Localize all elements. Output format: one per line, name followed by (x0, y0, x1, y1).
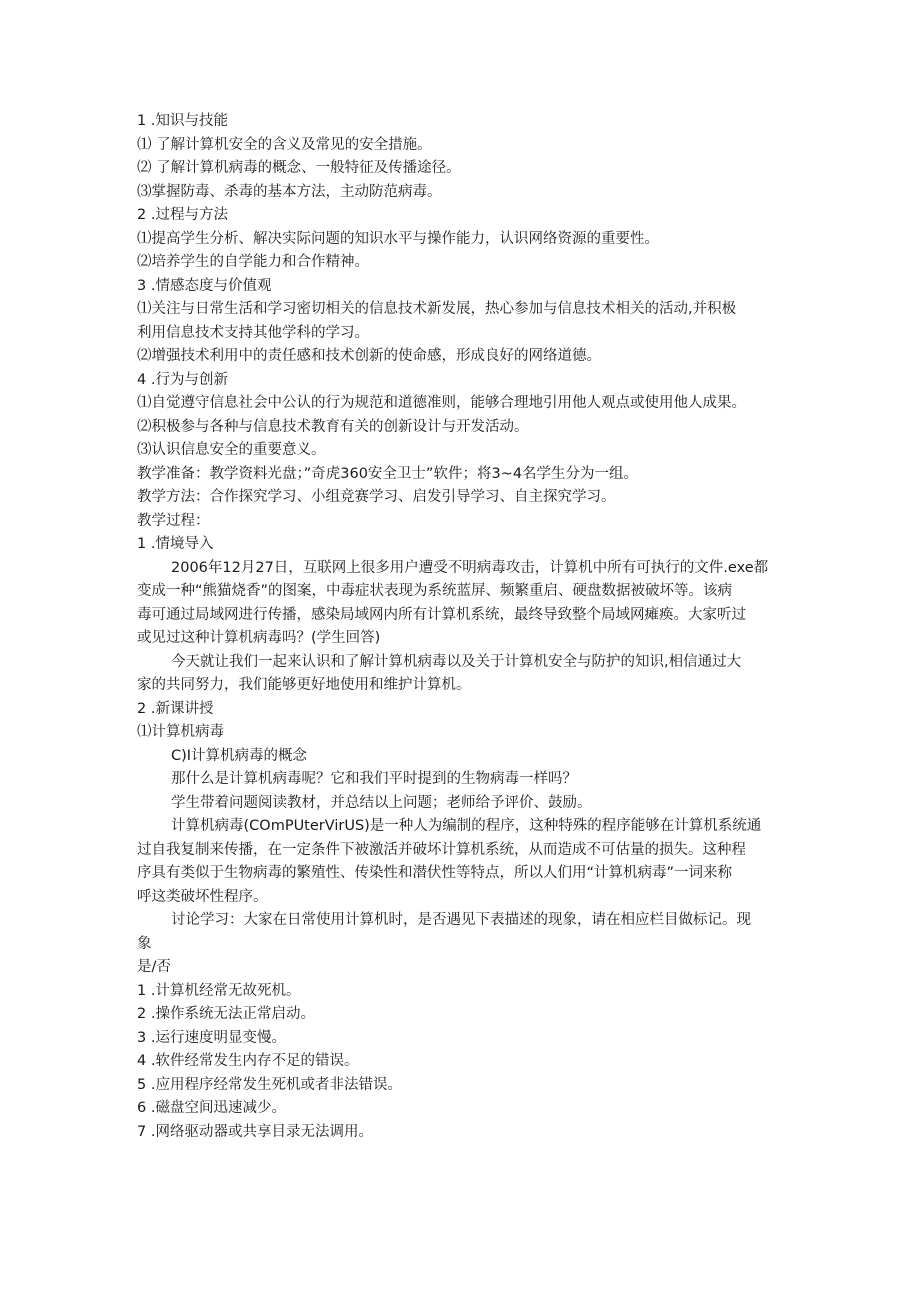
text-line: C)I计算机病毒的概念 (171, 747, 308, 764)
text-line: 4 .行为与创新 (137, 371, 228, 388)
text-line: 那什么是计算机病毒呢？它和我们平时提到的生物病毒一样吗？ (171, 771, 577, 787)
text-line: 呼这类破坏性程序。 (137, 888, 268, 905)
text-line: 讨论学习：大家在日常使用计算机时，是否遇见下表描述的现象，请在相应栏目做标记。现 (171, 912, 751, 928)
text-line: 象 (137, 935, 152, 952)
text-line: 变成一种“熊猫烧香”的图案，中毒症状表现为系统蓝屏、频繁重启、硬盘数据被破坏等。该病 (137, 583, 733, 599)
text-line: 5 .应用程序经常发生死机或者非法错误。 (137, 1076, 402, 1093)
text-line: 1 .情境导入 (137, 536, 214, 552)
text-line: ⑵增强技术利用中的责任感和技术创新的使命感，形成良好的网络道德。 (137, 348, 601, 364)
text-line: 教学方法：合作探究学习、小组竞赛学习、启发引导学习、自主探究学习。 (137, 489, 616, 505)
text-line: 2 .操作系统无法正常启动。 (137, 1006, 315, 1022)
document-page (137, 110, 787, 1144)
text-line: 3 .情感态度与价值观 (137, 277, 272, 294)
text-line: ⑴ 了解计算机安全的含义及常见的安全措施。 (137, 136, 432, 153)
text-line: 7 .网络驱动器或共享目录无法调用。 (137, 1123, 373, 1140)
text-line: ⑶认识信息安全的重要意义。 (137, 442, 326, 458)
text-line: 1 .知识与技能 (137, 113, 228, 129)
text-line: ⑵积极参与各种与信息技术教育有关的创新设计与开发活动。 (137, 418, 529, 435)
text-line: 2 .新课讲授 (137, 700, 214, 717)
text-line: ⑶掌握防毒、杀毒的基本方法，主动防范病毒。 (137, 183, 442, 200)
text-line: 过自我复制来传播，在一定条件下被激活并破坏计算机系统，从而造成不可估量的损失。这种程 (137, 841, 746, 858)
text-line: 6 .磁盘空间迅速减少。 (137, 1100, 286, 1116)
text-line: ⑴关注与日常生活和学习密切相关的信息技术新发展，热心参加与信息技术相关的活动,并积极 (137, 301, 737, 317)
text-line: 今天就让我们一起来认识和了解计算机病毒以及关于计算机安全与防护的知识,相信通过大 (171, 653, 742, 670)
text-line: 教学准备：教学资料光盘；”奇虎360安全卫士”软件；将3~4名学生分为一组。 (137, 465, 639, 482)
text-line: ⑵ 了解计算机病毒的概念、一般特征及传播途径。 (137, 160, 461, 176)
text-line: ⑵培养学生的自学能力和合作精神。 (137, 254, 369, 270)
text-line: 学生带着问题阅读教材，并总结以上问题；老师给予评价、鼓励。 (171, 794, 592, 811)
text-line: ⑴计算机病毒 (137, 724, 224, 740)
text-line: 2 .过程与方法 (137, 207, 228, 223)
text-line: ⑴提高学生分析、解决实际问题的知识水平与操作能力，认识网络资源的重要性。 (137, 230, 659, 247)
text-line: ⑴自觉遵守信息社会中公认的行为规范和道德准则，能够合理地引用他人观点或使用他人成果。 (137, 395, 746, 411)
text-line: 或见过这种计算机病毒吗？(学生回答) (137, 630, 381, 646)
text-line: 计算机病毒(COmPUterVirUS)是一种人为编制的程序，这种特殊的程序能够在计算机系统通 (171, 818, 762, 834)
text-line: 是/否 (137, 959, 171, 975)
text-line: 1 .计算机经常无故死机。 (137, 982, 301, 999)
text-line: 家的共同努力，我们能够更好地使用和维护计算机。 (137, 677, 471, 693)
text-line: 4 .软件经常发生内存不足的错误。 (137, 1053, 359, 1069)
text-line: 利用信息技术支持其他学科的学习。 (137, 324, 369, 341)
text-line: 序具有类似于生物病毒的繁殖性、传染性和潜伏性等特点，所以人们用“计算机病毒”一词来称 (137, 865, 733, 881)
text-line: 教学过程： (137, 512, 210, 529)
text-line: 2006年12月27日，互联网上很多用户遭受不明病毒攻击，计算机中所有可执行的文件.exe都 (171, 559, 769, 576)
text-line: 3 .运行速度明显变慢。 (137, 1029, 286, 1046)
text-line: 毒可通过局域网进行传播，感染局域网内所有计算机系统，最终导致整个局域网瘫痪。大家听过 (137, 606, 746, 623)
